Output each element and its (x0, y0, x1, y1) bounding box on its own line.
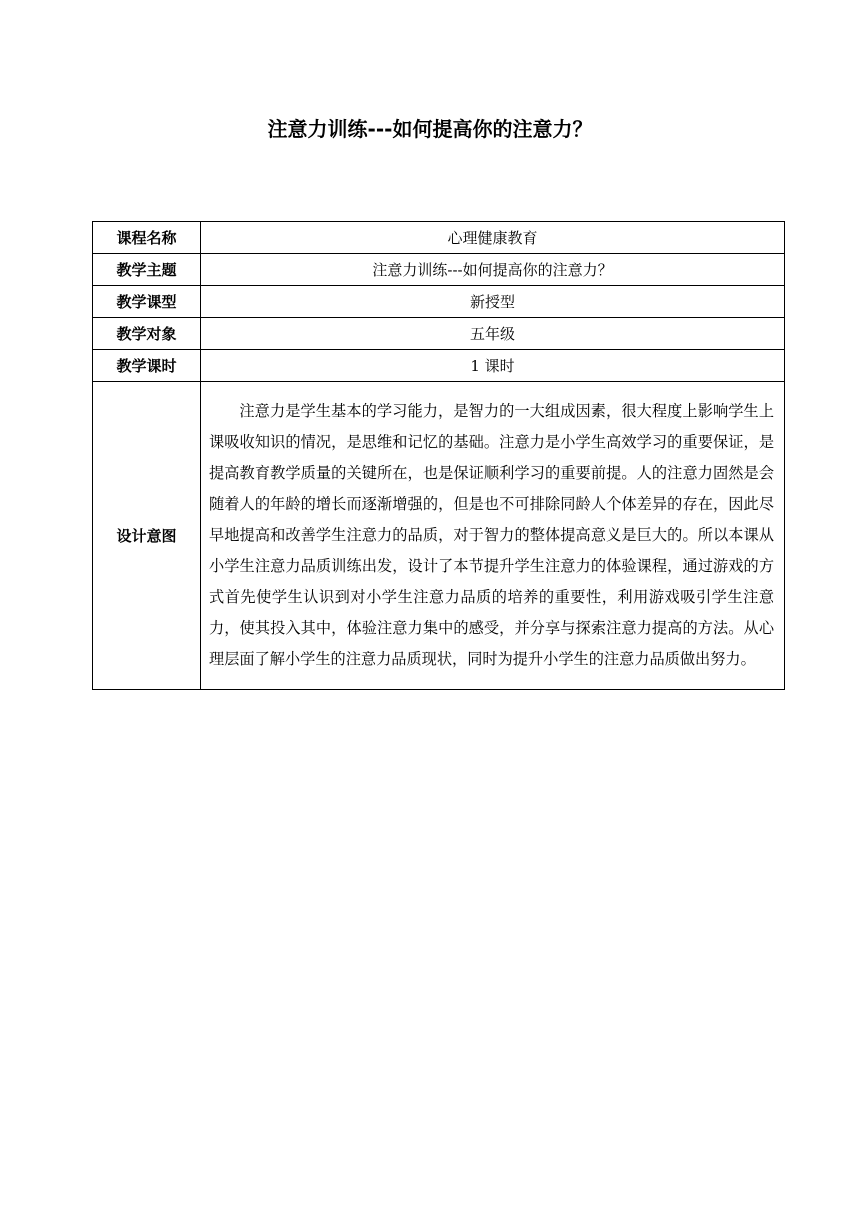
lesson-info-table (92, 221, 785, 690)
table-row (93, 286, 785, 318)
table-row (93, 382, 785, 690)
table-row (93, 222, 785, 254)
row-label-audience: 教学对象 (93, 318, 201, 350)
row-value-audience: 五年级 (201, 318, 785, 350)
table-row (93, 350, 785, 382)
document-title: 注意力训练---如何提高你的注意力？ (267, 117, 593, 141)
row-label-design-intent: 设计意图 (93, 382, 201, 690)
row-value-periods: 1 课时 (201, 350, 785, 382)
table-row (93, 254, 785, 286)
row-label-theme: 教学主题 (93, 254, 201, 286)
row-value-theme: 注意力训练---如何提高你的注意力？ (201, 254, 785, 286)
row-value-design-intent: 注意力是学生基本的学习能力，是智力的一大组成因素，很大程度上影响学生上课吸收知识的情况，是思维和记忆的基础。注意力是小学生高效学习的重要保证，是提高教育教学质量的关键所在，也是保证顺利学习的重要前提。人的注意力固然是会随着人的年龄的增长而逐渐增强的，但是也不可排除同龄人个体差异的存在，因此尽早地提高和改善学生注意力的品质，对于智力的整体提高意义是巨大的。所以本课从小学生注意力品质训练出发，设计了本节提升学生注意力的体验课程，通过游戏的方式首先使学生认识到对小学生注意力品质的培养的重要性，利用游戏吸引学生注意力，使其投入其中，体验注意力集中的感受，并分享与探索注意力提高的方法。从心理层面了解小学生的注意力品质现状，同时为提升小学生的注意力品质做出努力。 (201, 382, 785, 690)
row-value-course-name: 心理健康教育 (201, 222, 785, 254)
row-label-course-name: 课程名称 (93, 222, 201, 254)
row-value-lesson-type: 新授型 (201, 286, 785, 318)
row-label-lesson-type: 教学课型 (93, 286, 201, 318)
table-row (93, 318, 785, 350)
row-label-periods: 教学课时 (93, 350, 201, 382)
